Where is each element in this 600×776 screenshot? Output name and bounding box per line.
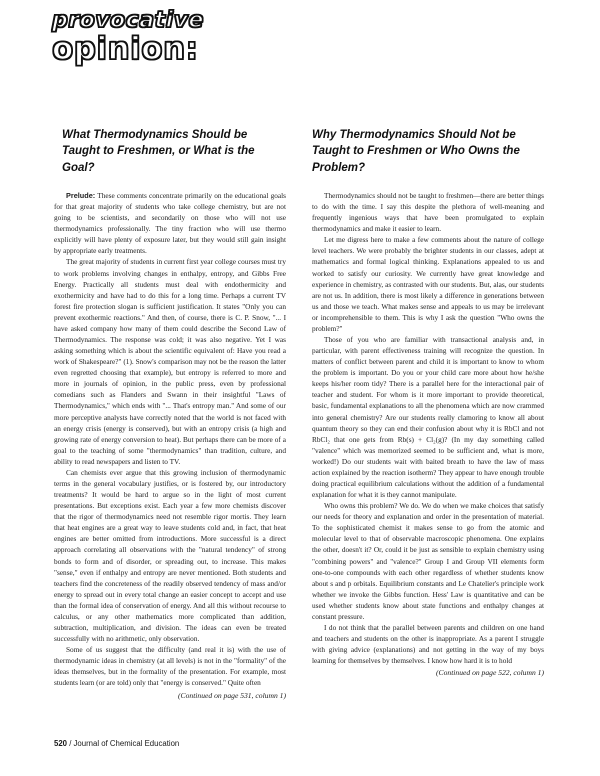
left-article-title: What Thermodynamics Should be Taught to Freshmen, or What is the Goal?: [62, 129, 255, 174]
left-article: [54, 127, 286, 700]
right-continued-note: (Continued on page 522, column 1): [436, 668, 544, 678]
right-paragraph-5: I do not think that the parallel between parents and children on one hand and teachers and students on the other is inappropriate. As a parent I struggle with giving advice (explanations) and not getting in the way of my boys learning for themselves by themselves. I know how hard it is to hold: [312, 623, 544, 666]
header-provocative: provocative: [52, 8, 204, 33]
prelude-text: These comments concentrate primarily on the educational goals for that great majority of students who take college chemistry, but are not going to be scientists, and secondarily on those who will not use thermodynamics professionally. The tiny fraction who will use thermo explicitly will have plenty of exposure later, but they would still gain insight by appropriate early treatments.: [54, 190, 286, 256]
prelude-paragraph: [54, 190, 286, 256]
journal-name: / Journal of Chemical Education: [69, 739, 180, 748]
right-article-title: Why Thermodynamics Should Not be Taught to Freshmen or Who Owns the Problem?: [312, 129, 520, 174]
right-article: [312, 127, 544, 677]
column-header-logo: [52, 10, 204, 65]
left-continued-note: (Continued on page 531, column 1): [178, 690, 286, 700]
right-article-body: [312, 190, 544, 666]
right-paragraph-2: Let me digress here to make a few comments about the nature of college level teachers. We were probably the brighter students in our classes, adept at mathematics and formal logical thinking. Explanations appealed to us and worked to satisfy our curiosity. We currently have great knowledge and experience in chemistry, as contrasted with our students. But, alas, our students are not us. In addition, there is most likely a difference in generations between us and those we teach. What makes sense and appeals to us may be irrelevant or incomprehensible to them. This is why I ask the question "Who owns the problem?": [312, 235, 544, 333]
right-paragraph-1: Thermodynamics should not be taught to freshmen—there are better things to do with the time. I say this despite the plethora of well-meaning and frequently ingenious ways that have been promulgated to explain thermodynamics and make it easier to learn.: [312, 190, 544, 234]
right-paragraph-3: Those of you who are familiar with transactional analysis and, in particular, with parent effectiveness training will recognize the question. In matters of conflict between parent and child it is important to know to whom the problem is important. Do you or your child care more about how he/she keeps his/her room tidy? There is a parallel here for the interactional pair of teacher and student. For whom is it more important to provide theoretical, basic, fundamental explanations to all the phenomena which are now crammed into general chemistry? Are our students really clamoring to know all about quantum theory so they can end their confusion about why it is RbCl and not RbCl₂ that one gets from Rb(s) + Cl₂(g)? (In my day something called "valence" which was memorized seemed to be sufficient and, what is more, worked!) Do our students wait with baited breath to have the law of mass action explained by the reaction isotherm? They appear to have enough trouble doing practical equilibrium calculations without the addition of a fundamental explanation for what it is they cannot manipulate.: [312, 335, 544, 500]
header-opinion: opinion:: [52, 31, 199, 67]
left-paragraph-2: Can chemists ever argue that this growing inclusion of thermodynamic terms in the general vocabulary justifies, or is fostered by, our introductory treatments? It would be hard to argue so in the light of most current presentations. But exceptions exist. Each year a few more chemists discover that the rigor of thermodynamics need not resemble rigor mortis. They learn that heat engines are a great way to leave students cold and, in fact, that heat engines are better omitted from introductions. More successful is a direct approach correlating all observations with the "natural tendency" of strong bonds to form and of disorder, or spreading out, to increase. This makes "sense," even if enthalpy and entropy are never mentioned. Both students and teachers find the concreteness of the readily observed tendency of mass and/or energy to spread out in every total change an easier concept to accept and use than the formal idea of conservation of energy. And all this without recourse to calculus, or any other mathematics more complicated than addition, subtraction, multiplication, and division. The ideas can even be treated successfully with no arithmetic, only observation.: [54, 467, 286, 644]
left-paragraph-3: Some of us suggest that the difficulty (and real it is) with the use of thermodynamic ideas in chemistry (at all levels) is not in the "formality" of the ideas themselves, but in the formality of the presentation. For example, most students learn (or are told) only that "energy is conserved." Quite often: [54, 645, 286, 688]
right-paragraph-4: Who owns this problem? We do. We do when we make choices that satisfy our needs for theory and explanation and order in the presentation of material. To the sophisticated chemist it makes sense to go from the atomic and molecular level to that of observable macroscopic phenomena. One explains the other, doesn't it? Or, could it be just as sensible to explain chemistry using "combining powers" and "valence?" Group I and Group VII elements form one-to-one compounds with each other regardless of whether students know about s and p orbitals. Equilibrium constants and Le Chatelier's principle work whether we invoke the Gibbs function. Hess' Law is quantitative and can be used whether students know about state functions and enthalpy changes at constant pressure.: [312, 501, 544, 621]
page-number: 520: [54, 739, 68, 748]
prelude-label: Prelude:: [66, 190, 96, 200]
left-paragraph-1: The great majority of students in current first year college courses must try to work problems involving changes in enthalpy, entropy, and Gibbs Free Energy. Practically all students must deal with endothermicity and exothermicity and have had to do this for a long time. Perhaps a current TV forest fire protection slogan is sufficient justification. It states "Only you can prevent exothermic reactions." And then, of course, there is C. P. Snow, "... I have asked company how many of them could describe the Second Law of Thermodynamics. The response was cold; it was also negative. Yet I was asking something which is about the scientific equivalent of: Have you read a work of Shakespeare?" (1). Snow's comparison may not be the reason the latter even regretted choosing that example), but entropy is referred to more and more in journals of opinion, in the public press, even by professional comedians such as Flanders and Swann in their insightful "Laws of Thermodynamics," which ends with "... That's entropy man." And some of our more perceptive analysts have correctly noted that the world is not faced with an energy crisis (energy is conserved), but with an entropy crisis (a high and growing rate of energy conversion to heat). But perhaps there can be more of a goal to the teaching of some "thermodynamics" than tradition, culture, and ability to read newspapers and listen to TV.: [54, 257, 286, 466]
page-footer: [54, 739, 179, 748]
left-article-body: [54, 190, 286, 689]
